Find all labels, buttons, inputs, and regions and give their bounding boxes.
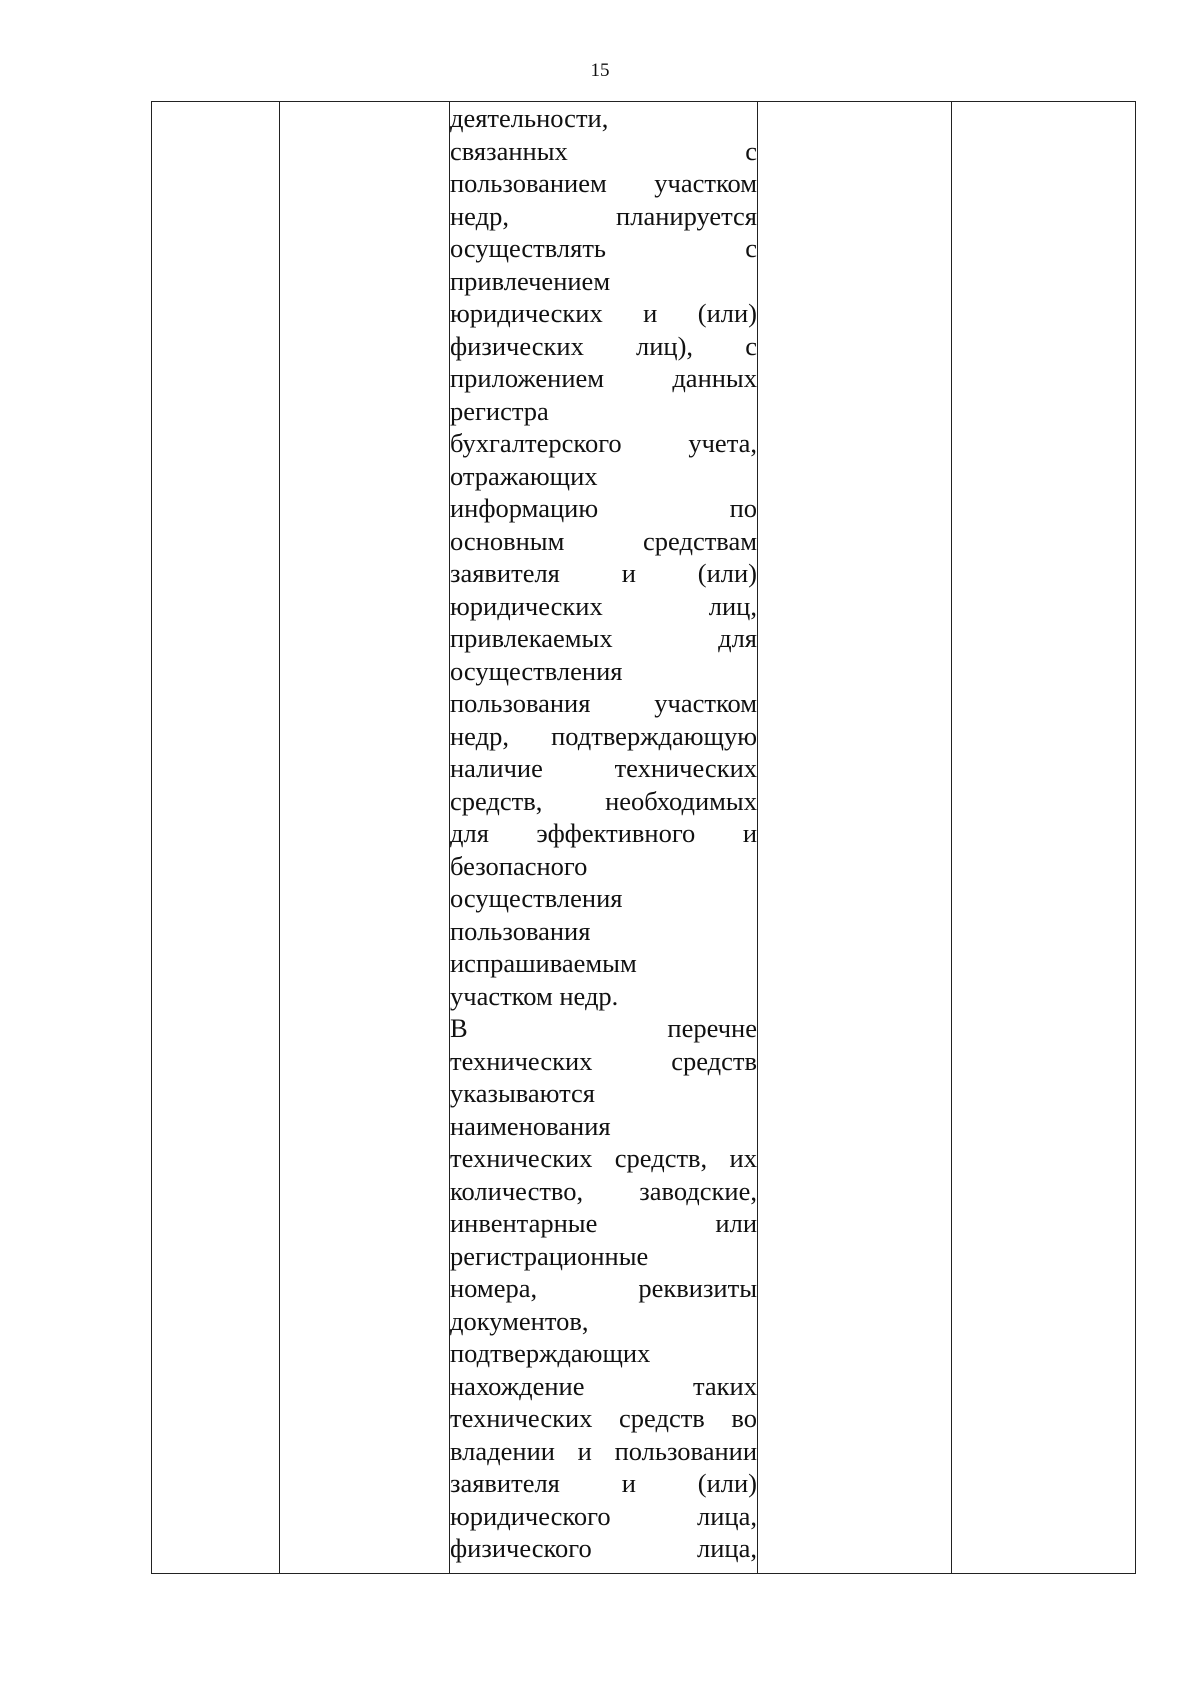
text-line: пользованием участком [450,168,757,198]
text-line: средств, необходимых [450,785,757,816]
text-line: приложением данных [450,363,757,393]
table-cell-col-2 [280,102,450,1574]
text-line: недр, подтверждающую [450,720,757,751]
text-line: владении и пользовании [450,1435,757,1466]
text-line: привлекаемых для [450,623,757,653]
text-line: юридического лица, [450,1500,757,1531]
table-row [152,102,1136,1574]
text-line: количество, заводские, [450,1175,757,1206]
text-line: участком недр. [450,980,619,1011]
text-line: наличие технических [450,753,757,783]
text-line: информацию по [450,493,757,523]
table-cell-text [450,102,758,1574]
text-line: регистрационные [450,1240,649,1271]
table-cell-col-4 [758,102,952,1574]
text-line: бухгалтерского учета, [450,428,757,458]
text-line: осуществлять с [450,233,757,263]
text-line: заявителя и (или) [450,558,757,588]
text-line: привлечением [450,265,611,296]
text-line: юридических и (или) [450,298,757,328]
text-line: физических лиц), с [450,330,757,361]
text-line: пользования участком [450,688,757,718]
text-line: осуществления [450,655,623,686]
text-line: пользования [450,915,591,946]
text-line: номера, реквизиты [450,1273,757,1303]
text-line: технических средств, их [450,1143,757,1173]
text-line: инвентарные или [450,1208,757,1238]
text-line: юридических лиц, [450,590,757,621]
text-line: деятельности, [450,103,609,133]
text-line: безопасного [450,850,588,881]
table-cell-col-1 [152,102,280,1574]
text-line: заявителя и (или) [450,1468,757,1498]
table-cell-col-5 [952,102,1136,1574]
text-line: отражающих [450,460,598,491]
text-line: испрашиваемым [450,948,637,978]
text-line: нахождение таких [450,1370,757,1401]
text-line: связанных с [450,135,757,166]
text-line: недр, планируется [450,200,757,231]
text-line: для эффективного и [450,818,757,848]
text-line: указываются [450,1078,595,1108]
document-table [151,101,1136,1574]
text-line: осуществления [450,883,623,913]
text-line: физического лица, [450,1533,757,1563]
text-line: подтверждающих [450,1338,651,1368]
text-line: документов, [450,1305,589,1336]
text-line: В перечне [450,1013,757,1043]
text-line: основным средствам [450,525,757,556]
text-line: технических средств во [450,1403,757,1433]
text-line: технических средств [450,1045,757,1076]
text-line: регистра [450,395,549,426]
page-number: 15 [590,60,610,81]
text-line: наименования [450,1110,611,1141]
